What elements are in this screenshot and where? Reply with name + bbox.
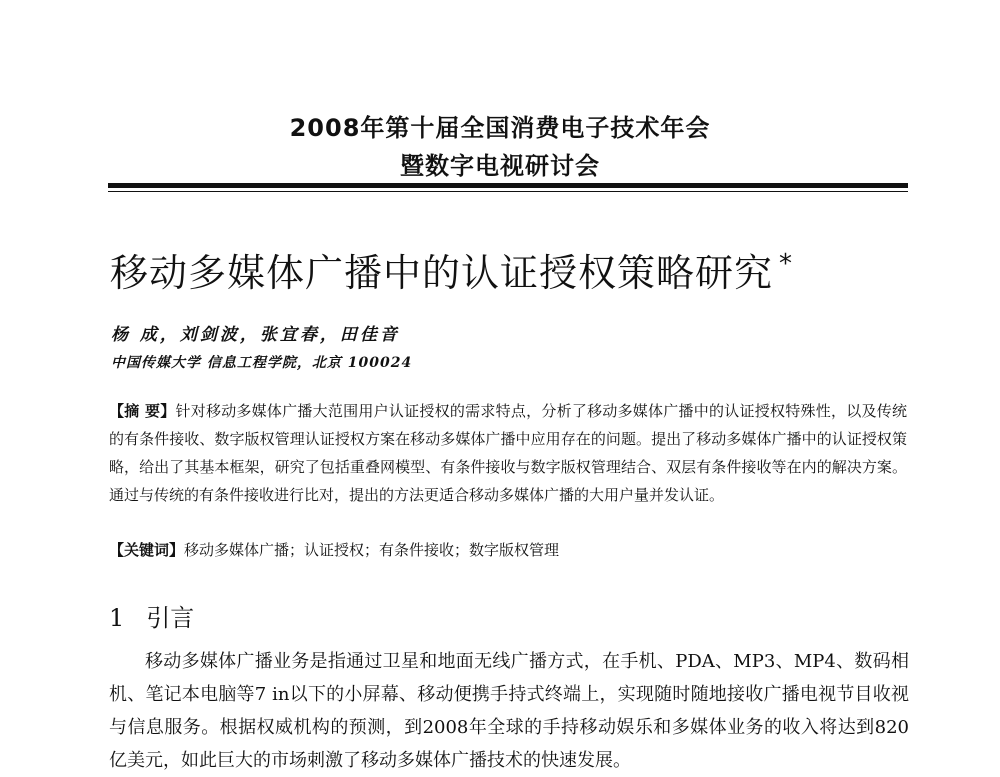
keywords bbox=[109, 538, 907, 562]
author-list: 杨 成，刘剑波，张宜春，田佳音 bbox=[111, 325, 400, 345]
body-paragraph: 移动多媒体广播业务是指通过卫星和地面无线广播方式，在手机、PDA、MP3、MP4、数码相机、笔记本电脑等7 in以下的小屏幕、移动便携手持式终端上，实现随时随地接收广播电视节目收视与信息服务。根据权威机构的预测，到2008年全球的手持移动娱乐和多媒体业务的收入将达到820亿美元，如此巨大的市场刺激了移动多媒体广播技术的快速发展。 bbox=[109, 651, 909, 771]
section-number: 1 bbox=[109, 604, 125, 632]
paper-title bbox=[110, 242, 793, 297]
abstract bbox=[109, 397, 907, 509]
abstract-label: 【摘 要】 bbox=[109, 402, 176, 420]
conference-title: 2008年第十届全国消费电子技术年会 bbox=[289, 114, 711, 142]
conference-subtitle: 暨数字电视研讨会 bbox=[400, 152, 600, 180]
keywords-label: 【关键词】 bbox=[109, 541, 185, 559]
abstract-text: 针对移动多媒体广播大范围用户认证授权的需求特点，分析了移动多媒体广播中的认证授权特殊性，以及传统的有条件接收、数字版权管理认证授权方案在移动多媒体广播中应用存在的问题。提出了移动多媒体广播中的认证授权策略，给出了其基本框架，研究了包括重叠网模型、有条件接收与数字版权管理结合、双层有条件接收等在内的解决方案。通过与传统的有条件接收进行比对，提出的方法更适合移动多媒体广播的大用户量并发认证。 bbox=[109, 402, 907, 504]
keywords-text: 移动多媒体广播；认证授权；有条件接收；数字版权管理 bbox=[184, 541, 560, 559]
section-heading bbox=[109, 598, 194, 633]
affiliation: 中国传媒大学 信息工程学院，北京 100024 bbox=[111, 355, 413, 371]
section-title: 引言 bbox=[146, 604, 195, 632]
paper-title-text: 移动多媒体广播中的认证授权策略研究 bbox=[110, 251, 774, 295]
header-rule-thin bbox=[108, 191, 908, 192]
header-rule-thick bbox=[108, 183, 908, 188]
title-footnote-mark: * bbox=[779, 249, 794, 280]
